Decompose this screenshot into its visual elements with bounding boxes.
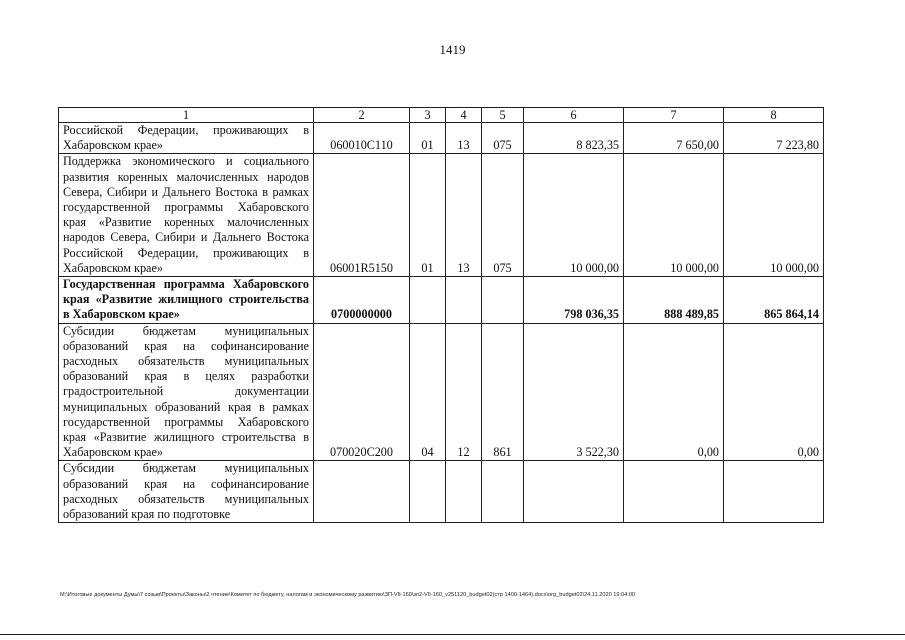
row-section xyxy=(410,277,446,324)
page-number: 1419 xyxy=(439,42,466,57)
column-header-3: 3 xyxy=(410,108,446,123)
row-target-code: 060010С110 xyxy=(314,123,410,154)
row-section xyxy=(410,461,446,523)
row-value-col6: 3 522,30 xyxy=(524,323,624,461)
table-row xyxy=(59,154,824,277)
table-row xyxy=(59,277,824,324)
row-value-col6: 798 036,35 xyxy=(524,277,624,324)
row-value-col8 xyxy=(724,461,824,523)
row-subsection: 12 xyxy=(446,323,482,461)
table-header-row xyxy=(59,108,824,123)
row-expense-type: 075 xyxy=(482,154,524,277)
row-value-col6: 8 823,35 xyxy=(524,123,624,154)
column-header-8: 8 xyxy=(724,108,824,123)
row-value-col8: 7 223,80 xyxy=(724,123,824,154)
row-name: Субсидии бюджетам муниципальных образований края на софинансирование расходных обязательств муниципальных образований края по подготовке xyxy=(59,461,314,523)
row-section: 01 xyxy=(410,123,446,154)
row-value-col7: 0,00 xyxy=(624,323,724,461)
row-section: 01 xyxy=(410,154,446,277)
row-target-code xyxy=(314,461,410,523)
table-row xyxy=(59,323,824,461)
table-row xyxy=(59,461,824,523)
table-row xyxy=(59,123,824,154)
column-header-1: 1 xyxy=(59,108,314,123)
row-subsection: 13 xyxy=(446,123,482,154)
row-name: Российской Федерации, проживающих в Хабаровском крае» xyxy=(59,123,314,154)
row-value-col7: 7 650,00 xyxy=(624,123,724,154)
row-expense-type: 075 xyxy=(482,123,524,154)
page-bottom-divider xyxy=(0,634,905,635)
row-subsection xyxy=(446,461,482,523)
row-value-col7: 888 489,85 xyxy=(624,277,724,324)
row-value-col7: 10 000,00 xyxy=(624,154,724,277)
budget-table xyxy=(58,107,824,523)
row-subsection xyxy=(446,277,482,324)
column-header-6: 6 xyxy=(524,108,624,123)
row-value-col8: 865 864,14 xyxy=(724,277,824,324)
column-header-5: 5 xyxy=(482,108,524,123)
row-target-code: 06001R5150 xyxy=(314,154,410,277)
column-header-2: 2 xyxy=(314,108,410,123)
column-header-4: 4 xyxy=(446,108,482,123)
row-name: Субсидии бюджетам муниципальных образований края на софинансирование расходных обязательств муниципальных образований края в целях разработки градостроительной документации муниципальных образований края в рамках государственной программы Хабаровского края «Развитие жилищного строительства в Хабаровском крае» xyxy=(59,323,314,461)
row-value-col6 xyxy=(524,461,624,523)
row-expense-type xyxy=(482,461,524,523)
row-target-code: 0700000000 xyxy=(314,277,410,324)
row-value-col7 xyxy=(624,461,724,523)
row-name: Государственная программа Хабаровского края «Развитие жилищного строительства в Хабаровском крае» xyxy=(59,277,314,324)
row-subsection: 13 xyxy=(446,154,482,277)
row-value-col6: 10 000,00 xyxy=(524,154,624,277)
row-value-col8: 0,00 xyxy=(724,323,824,461)
row-section: 04 xyxy=(410,323,446,461)
row-target-code: 070020С200 xyxy=(314,323,410,461)
footer-file-path: М:\Итоговые документы Думы\7 созыв\Проекты\Законы\2 чтение\Комитет по бюджету, налогам и экономическому развитию\ЗП-VII-160\зп2-VII-160_v251120_budget02(стр 1400-1464).docx\org_budget02\24.11.2020 19:04:00 xyxy=(60,592,636,598)
column-header-7: 7 xyxy=(624,108,724,123)
row-expense-type: 861 xyxy=(482,323,524,461)
row-expense-type xyxy=(482,277,524,324)
row-name: Поддержка экономического и социального развития коренных малочисленных народов Севера, Сибири и Дальнего Востока в рамках государственной программы Хабаровского края «Развитие коренных малочисленных народов Севера, Сибири и Дальнего Востока Российской Федерации, проживающих в Хабаровском крае» xyxy=(59,154,314,277)
row-value-col8: 10 000,00 xyxy=(724,154,824,277)
